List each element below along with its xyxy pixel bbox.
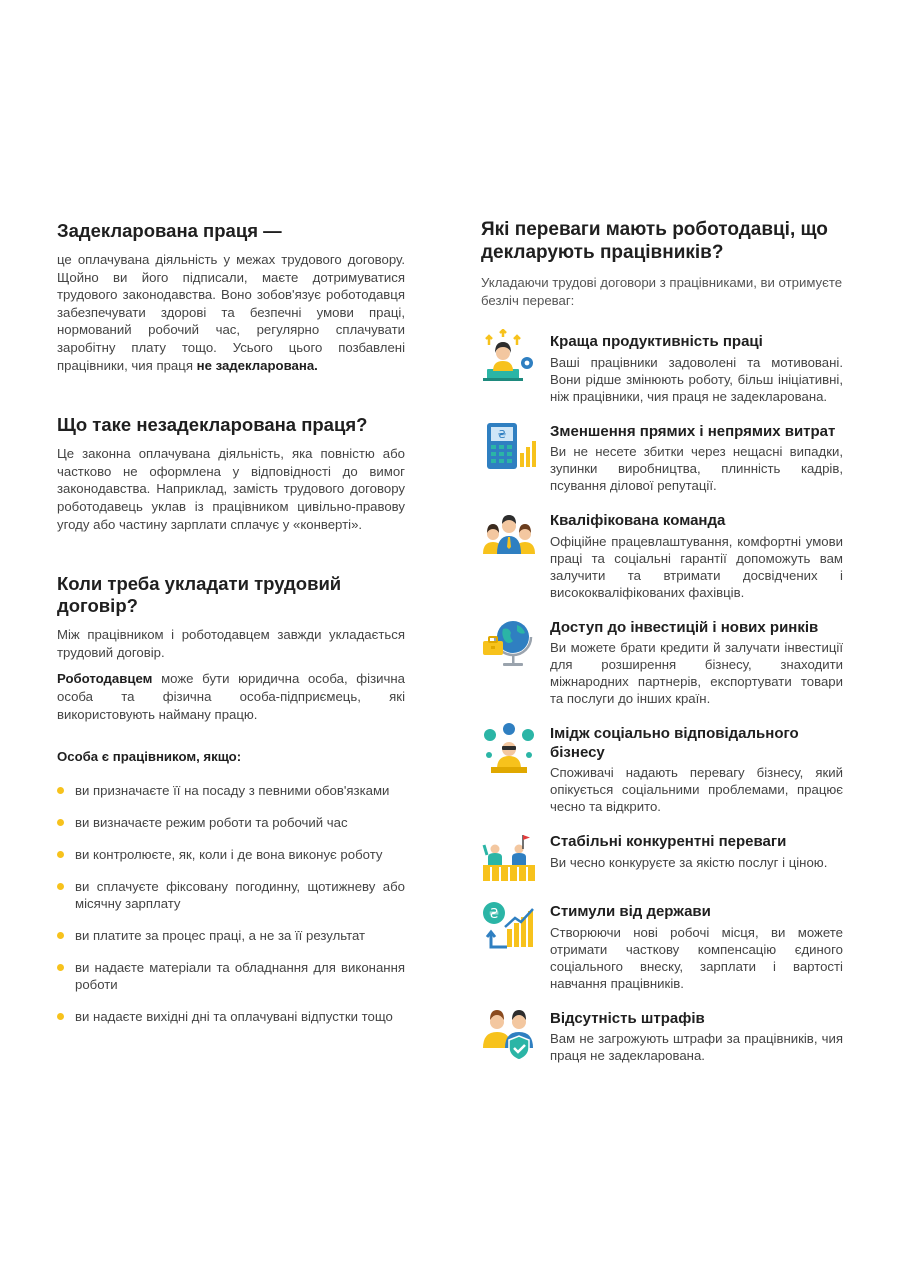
section-body-employer [57,670,405,723]
section-when-contract [57,573,405,1025]
benefit-title: Кваліфікована команда [550,512,726,530]
calculator-icon [481,419,537,475]
benefit-text [550,725,843,815]
list-item [57,927,405,944]
benefit-item [481,619,843,708]
list-item [57,1008,405,1025]
benefits-title: Які переваги мають роботодавці, що декларують працівників? [481,219,828,263]
list-item [57,782,405,799]
benefit-title: Імідж соціально відповідального бізнесу [550,725,799,761]
benefit-desc: Ви можете брати кредити й залучати інвестиції для розширення бізнесу, знаходити міжнародних партнерів, експортувати товари та послуги до інших країн. [550,640,843,707]
benefit-item [481,423,843,495]
benefit-title: Краща продуктивність праці [550,333,763,351]
criteria-subhead: Особа є працівником, якщо: [57,749,242,765]
list-item-text: ви надаєте вихідні дні та оплачувані відпустки тощо [75,1009,393,1025]
svg-text:₴: ₴ [488,907,500,923]
section-body: Це законна оплачувана діяльність, яка повністю або частково не оформлена у відповідності до вимог законодавства. Наприклад, замість трудового договору роботодавець уклав із працівником цивільно-правову угоду або частину зарплати сплачує у «конверті». [57,446,405,532]
left-column [57,220,405,1063]
list-item [57,846,405,863]
benefit-text [550,333,843,405]
list-item [57,878,405,912]
benefit-desc: Створюючи нові робочі місця, ви можете отримати часткову компенсацію єдиного соціального внеску, зарплати і вартості навчання працівників. [550,924,843,991]
bullet-icon [57,819,64,826]
benefit-desc: Ваші працівники задоволені та мотивовані. Вони рідше змінюють роботу, більш ініціативні, ніж працівники, чия праця не задекларована. [550,354,843,404]
list-item-text: ви визначаєте режим роботи та робочий час [75,815,348,831]
social-image-icon [481,721,537,777]
list-item-text: ви призначаєте її на посаду з певними обов'язками [75,783,390,799]
benefit-desc: Вам не загрожують штрафи за працівників, чия праця не задекларована. [550,1031,843,1064]
globe-briefcase-icon [481,615,537,671]
list-item [57,814,405,831]
bullet-icon [57,787,64,794]
bullet-icon [57,883,64,890]
benefit-text [550,512,843,601]
svg-text:₴: ₴ [497,427,507,441]
benefit-title: Стимули від держави [550,903,711,921]
benefits-intro: Укладаючи трудові договори з працівниками, ви отримуєте безліч переваг: [481,275,843,308]
team-icon [481,508,537,564]
benefit-item [481,512,843,601]
benefit-title: Стабільні конкурентні переваги [550,833,787,851]
benefit-title: Зменшення прямих і непрямих витрат [550,422,836,440]
body-bold-text: не задекларована. [196,357,318,373]
benefit-text [550,833,843,885]
list-item-text: ви контролюєте, як, коли і де вона виконує роботу [75,847,383,863]
bullet-icon [57,851,64,858]
benefit-item [481,903,843,992]
benefit-desc: Споживачі надають перевагу бізнесу, який опікується соціальними проблемами, працює чесно та відкрито. [550,765,843,815]
list-item [57,959,405,993]
right-column [481,218,843,1082]
body-text: це оплачувана діяльність у межах трудового договору. Щойно ви його підписали, маєте дотримуватися трудового законодавства. Воно зобов'язує роботодавця забезпечувати здорові та безпечні умови праці, нормований робочий час, регулярно сплачувати заробітну плату тощо. Усього цього позбавлені працівники, чия праця [57,252,405,373]
benefit-item [481,333,843,405]
shield-people-icon [481,1006,537,1062]
productivity-icon [481,329,537,385]
criteria-list [57,782,405,1025]
list-item-text: ви надаєте матеріали та обладнання для виконання роботи [75,960,405,993]
growth-chart-icon [481,899,537,955]
employer-text: може бути юридична особа, фізична особа та фізична особа-підприємець, які використовують найману працю. [57,671,405,722]
list-item-text: ви платите за процес праці, а не за її результат [75,928,366,944]
benefit-desc: Офіційне працевлаштування, комфортні умови праці та соціальні гарантії допоможуть вам залучити та втримати досвідчених і висококваліфікованих фахівців. [550,533,843,600]
benefit-title: Доступ до інвестицій і нових ринків [550,618,819,636]
section-title: Коли треба укладати трудовий договір? [57,573,342,617]
section-body: Між працівником і роботодавцем завжди укладається трудовий договір. [57,627,405,660]
benefit-text [550,903,843,992]
benefit-item [481,1010,843,1065]
list-item-text: ви сплачуєте фіксовану погодинну, щотижневу або місячну зарплату [75,879,405,912]
bullet-icon [57,964,64,971]
benefit-text [550,619,843,708]
benefit-desc: Ви не несете збитки через нещасні випадки, зупинки виробництва, плинність кадрів, псування ділової репутації. [550,444,843,494]
benefit-title: Відсутність штрафів [550,1009,705,1027]
section-body [57,251,405,374]
benefit-item [481,833,843,885]
employer-bold: Роботодавцем [57,671,153,687]
benefit-item [481,725,843,815]
benefit-text [550,1010,843,1065]
benefit-text [550,423,843,495]
podium-icon [481,829,537,885]
bullet-icon [57,1013,64,1020]
benefit-desc: Ви чесно конкуруєте за якістю послуг і ціною. [550,854,828,870]
section-undeclared-work [57,414,405,533]
section-title: Задекларована праця — [57,220,282,241]
section-declared-work [57,220,405,374]
bullet-icon [57,932,64,939]
section-title: Що таке незадекларована праця? [57,414,368,436]
